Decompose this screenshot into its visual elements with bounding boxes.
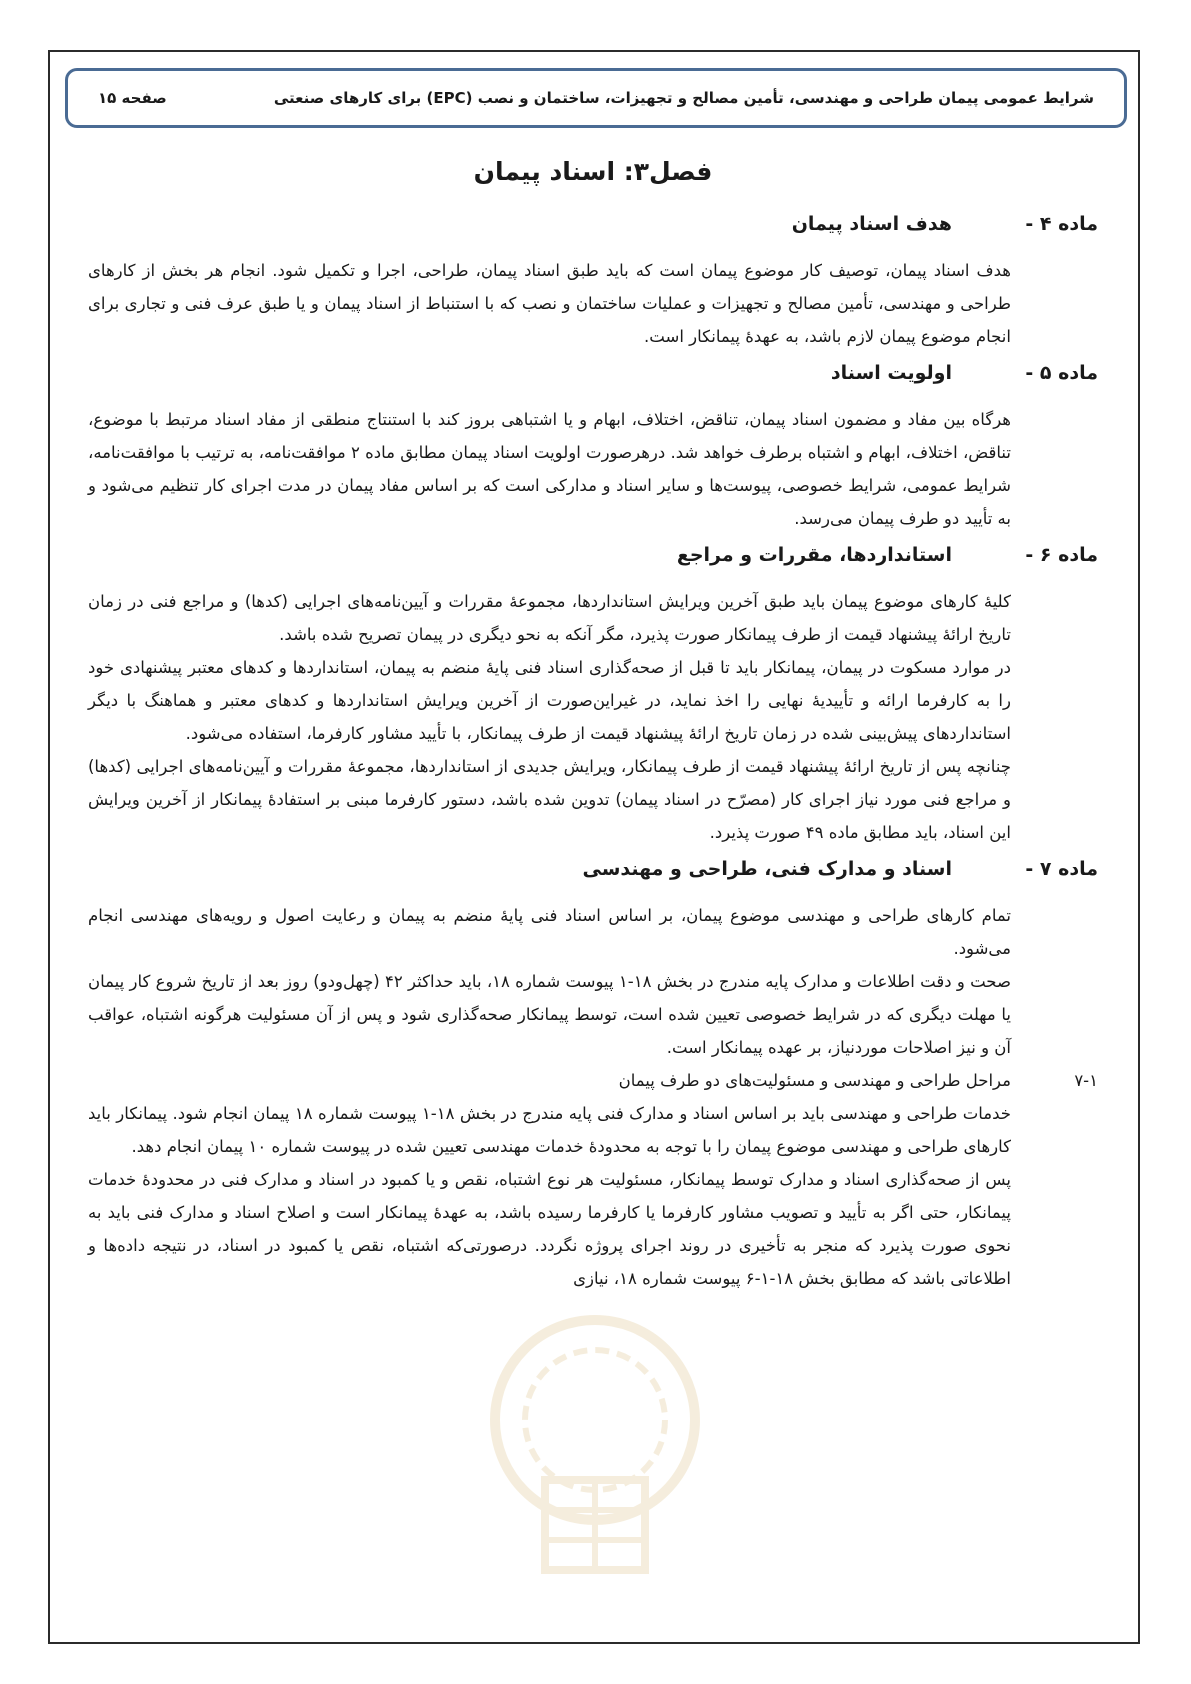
paragraph: چنانچه پس از تاریخ ارائهٔ پیشنهاد قیمت از طرف پیمانکار، ویرایش جدیدی از استانداردها، مجموعهٔ مقررات و آیین‌نامه‌های اجرایی (کدها) و مراجع فنی مورد نیاز اجرای کار (مصرّح در اسناد پیمان) تدوین شده باشد، دستور کارفرما مبنی بر استفادهٔ پیمانکار از آخرین ویرایش این اسناد، باید مطابق ماده ۴۹ صورت پذیرد. [88, 757, 1011, 842]
document-body [88, 152, 1098, 1295]
article-heading [88, 353, 1098, 393]
article-title: هدف اسناد پیمان [791, 213, 952, 235]
article-number: ماده ۷ - [1025, 858, 1098, 880]
article-number: ماده ۴ - [1025, 213, 1098, 235]
article-number: ماده ۵ - [1025, 362, 1098, 384]
page-header [65, 68, 1127, 128]
paragraph: پس از صحه‌گذاری اسناد و مدارک توسط پیمانکار، مسئولیت هر نوع اشتباه، نقص و یا کمبود در اسناد و مدارک فنی در محدودهٔ خدمات پیمانکار، حتی اگر به تأیید و تصویب مشاور کارفرما یا کارفرما رسیده باشد، به عهدهٔ پیمانکار است و اصلاح اسناد و مدارک فنی باید به نحوی صورت پذیرد که منجر به تأخیری در روند اجرای پروژه نگردد. درصورتی‌که اشتباه، نقص یا کمبود در اسناد، در نتیجه داده‌ها و اطلاعاتی باشد که مطابق بخش ۱۸-۱-۶ پیوست شماره ۱۸، نیازی [88, 1170, 1011, 1288]
sub-clause-heading [88, 1064, 1098, 1097]
page-number: صفحه ۱۵ [98, 89, 167, 107]
paragraph: هدف اسناد پیمان، توصیف کار موضوع پیمان است که باید طبق اسناد پیمان، طراحی، اجرا و تکمیل شود. انجام هر بخش از کارهای طراحی و مهندسی، تأمین مصالح و تجهیزات و عملیات ساختمان و نصب که با استنباط از اسناد پیمان و یا طبق عرف فنی و تجاری برای انجام موضوع پیمان لازم باشد، به عهدهٔ پیمانکار است. [88, 261, 1011, 346]
paragraph: در موارد مسکوت در پیمان، پیمانکار باید تا قبل از صحه‌گذاری اسناد فنی پایهٔ منضم به پیمان، استانداردها و کدهای معتبر پیشنهادی خود را به کارفرما ارائه و تأییدیهٔ نهایی را اخذ نماید، در غیراین‌صورت از آخرین ویرایش استانداردها و کدهای معتبر و هماهنگ با دیگر استانداردهای پیش‌بینی شده در زمان تاریخ ارائهٔ پیشنهاد قیمت از طرف پیمانکار، با تأیید مشاور کارفرما، استفاده می‌شود. [88, 658, 1011, 743]
chapter-title: فصل۳: اسناد پیمان [473, 157, 713, 186]
paragraph: کلیهٔ کارهای موضوع پیمان باید طبق آخرین ویرایش استانداردها، مجموعهٔ مقررات و آیین‌نامه‌های اجرایی (کدها) و مراجع فنی در زمان تاریخ ارائهٔ پیشنهاد قیمت از طرف پیمانکار صورت پذیرد، مگر آنکه به نحو دیگری در پیمان تصریح شده باشد. [88, 592, 1011, 644]
article-heading [88, 535, 1098, 575]
paragraph: تمام کارهای طراحی و مهندسی موضوع پیمان، بر اساس اسناد فنی پایهٔ منضم به پیمان و رعایت اصول و رویه‌های مهندسی انجام می‌شود. [88, 906, 1011, 958]
article-title: استانداردها، مقررات و مراجع [676, 544, 952, 566]
sub-clause-number: ۷-۱ [1074, 1071, 1098, 1090]
article-title: اولویت اسناد [830, 362, 952, 384]
paragraph: هرگاه بین مفاد و مضمون اسناد پیمان، تناقض، اختلاف، ابهام و یا اشتباهی بروز کند با استنتاج منطقی از مفاد اسناد مرتبط با موضوع، تناقض، اختلاف، ابهام و اشتباه برطرف خواهد شد. درهرصورت اولویت اسناد پیمان مطابق ماده ۲ موافقت‌نامه، به ترتیب با موافقت‌نامه، شرایط عمومی، شرایط خصوصی، پیوست‌ها و سایر اسناد و مدارکی است که بر اساس مفاد پیمان در مدت اجرای کار تنظیم می‌شود و به تأیید دو طرف پیمان می‌رسد. [88, 410, 1011, 528]
header-title: شرایط عمومی پیمان طراحی و مهندسی، تأمین مصالح و تجهیزات، ساختمان و نصب (EPC) برای کارهای صنعتی [273, 89, 1094, 107]
article-number: ماده ۶ - [1025, 544, 1098, 566]
article-heading [88, 849, 1098, 889]
article-heading [88, 204, 1098, 244]
sub-clause-title: مراحل طراحی و مهندسی و مسئولیت‌های دو طرف پیمان [618, 1071, 1011, 1090]
paragraph: خدمات طراحی و مهندسی باید بر اساس اسناد و مدارک فنی پایه مندرج در بخش ۱۸-۱ پیوست شماره ۱۸ پیمان انجام شود. پیمانکار باید کارهای طراحی و مهندسی موضوع پیمان را با توجه به محدودهٔ خدمات مهندسی تعیین شده در پیوست شماره ۱۰ پیمان انجام دهد. [88, 1104, 1011, 1156]
article-title: اسناد و مدارک فنی، طراحی و مهندسی [582, 858, 952, 880]
watermark-logo-icon [455, 1300, 735, 1600]
paragraph: صحت و دقت اطلاعات و مدارک پایه مندرج در بخش ۱۸-۱ پیوست شماره ۱۸، باید حداکثر ۴۲ (چهل‌ودو) روز بعد از تاریخ شروع کار پیمان یا مهلت دیگری که در شرایط خصوصی تعیین شده است، توسط پیمانکار صحه‌گذاری شود و پس از آن مسئولیت هرگونه اشتباه، عواقب آن و نیز اصلاحات موردنیاز، بر عهده پیمانکار است. [88, 972, 1011, 1057]
